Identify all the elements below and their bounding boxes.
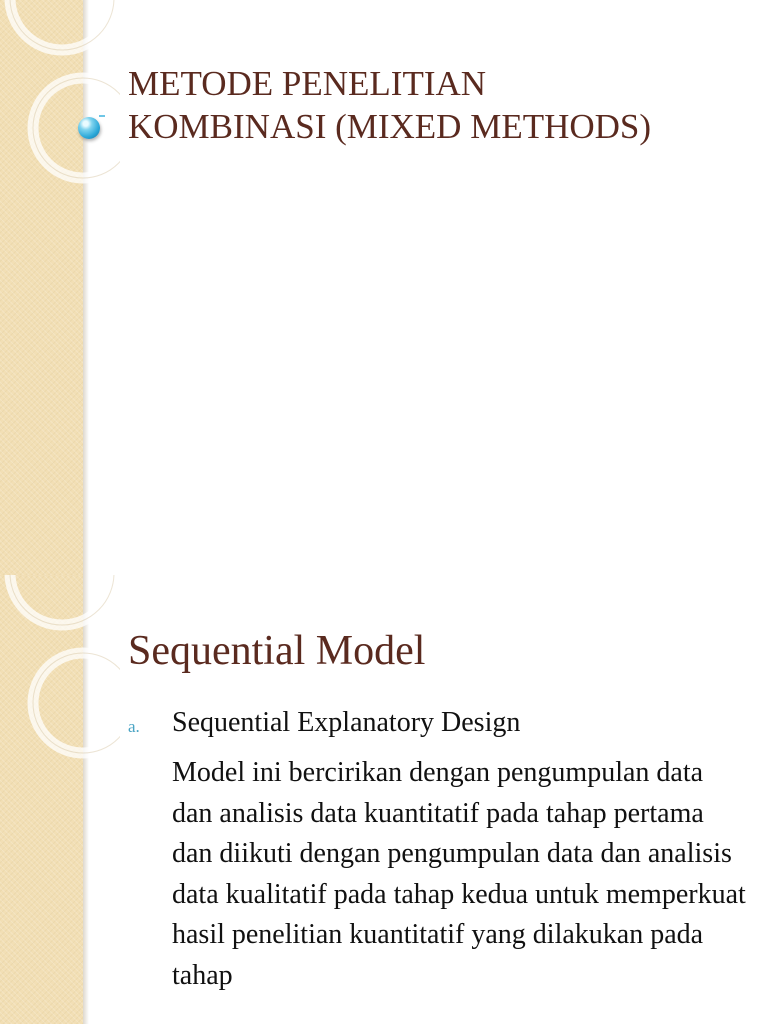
list-item-body: Model ini bercirikan dengan pengumpulan data dan analisis data kuantitatif pada tahap pertama dan diikuti dengan pengumpulan data dan analisis data kualitatif pada tahap kedua untuk memperkuat hasil penelitian kuantitatif yang dilakukan pada tahap: [172, 757, 746, 991]
decorative-ring-icon: [0, 0, 120, 200]
bullet-tick: [99, 115, 105, 117]
list-item-heading: Sequential Explanatory Design: [172, 707, 521, 738]
slide-sequential-model: [0, 575, 768, 1024]
title-line-1: METODE PENELITIAN: [128, 64, 487, 103]
list-marker: a.: [128, 717, 140, 736]
blue-bullet-dot-icon: [78, 117, 100, 139]
slide-title-text: Sequential Model: [128, 628, 426, 674]
decorative-ring-icon: [0, 575, 120, 775]
title-line-2: KOMBINASI (MIXED METHODS): [128, 107, 652, 146]
slide-title-text: [128, 62, 748, 148]
